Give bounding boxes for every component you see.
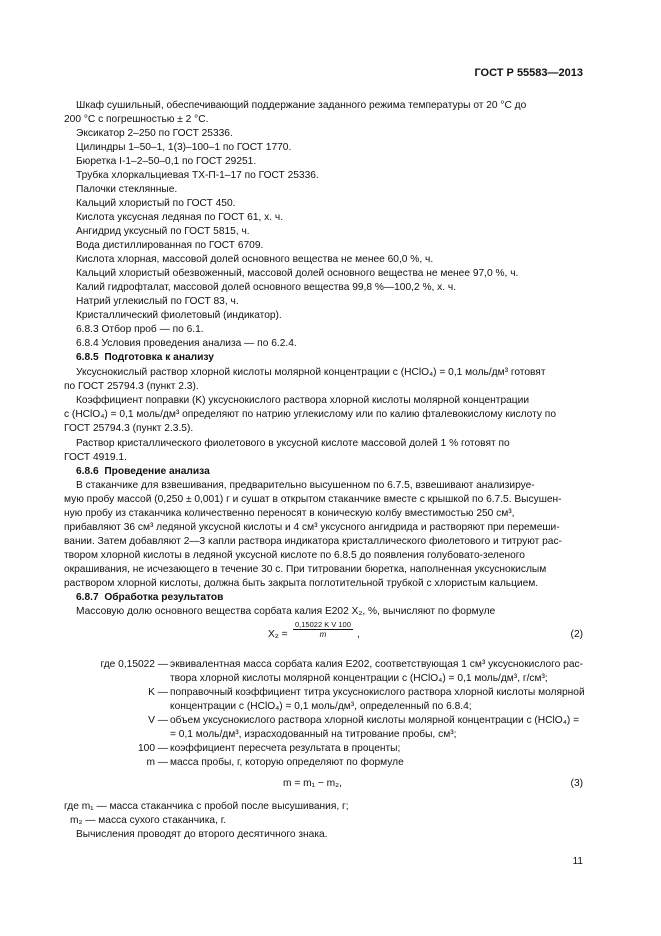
equipment-item: Кислота хлорная, массовой долей основного вещества не менее 60,0 %, ч. [76, 254, 434, 265]
equipment-item: Вода дистиллированная по ГОСТ 6709. [76, 240, 264, 251]
where-symbol: 100 — [137, 743, 168, 754]
clause-6-8-4: 6.8.4 Условия проведения анализа — по 6.2.4. [76, 338, 297, 349]
equation-3-number: (3) [570, 778, 583, 789]
equipment-item: Натрий углекислый по ГОСТ 83, ч. [76, 296, 239, 307]
section-heading-6-8-7 [76, 591, 223, 605]
paragraph-line: c (HClO₄) = 0,1 моль/дм³ определяют по натрию углекислому или по калию фталевокислому кислоту по [64, 409, 556, 420]
paragraph-line: ГОСТ 4919.1. [64, 452, 127, 463]
where-definition-line: объем уксуснокислого раствора хлорной кислоты молярной концентрации c (HClO₄) = [170, 715, 580, 726]
equation-3: m = m₁ − m₂, [283, 778, 342, 789]
where-symbol: K — [148, 687, 168, 698]
paragraph-line: Уксуснокислый раствор хлорной кислоты молярной концентрации c (HClO₄) = 0,1 моль/дм³ готовят [76, 367, 546, 378]
where-definition-line: коэффициент пересчета результата в проценты; [170, 743, 401, 754]
where-symbol: где 0,15022 — [100, 659, 168, 670]
equation-2-lhs: X₂ = [268, 629, 288, 640]
equation-2-denominator: m [319, 630, 327, 639]
equation-2-fraction [293, 620, 353, 640]
where-definition-line: масса пробы, г, которую определяют по формуле [170, 757, 404, 768]
equipment-item: Трубка хлоркальциевая ТХ-П-1–17 по ГОСТ 25336. [76, 170, 319, 181]
section-title: Подготовка к анализу [104, 352, 214, 363]
equipment-item: Калий гидрофталат, массовой долей основного вещества 99,8 %—100,2 %, х. ч. [76, 282, 457, 293]
where-definition-line: концентрации c (HClO₄) = 0,1 моль/дм³, определенный по 6.8.4; [170, 701, 472, 712]
section-number: 6.8.5 [76, 352, 99, 363]
clause-6-8-3: 6.8.3 Отбор проб — по 6.1. [76, 324, 204, 335]
where-definition-line: = 0,1 моль/дм³, израсходованный на титрование пробы, см³; [170, 729, 457, 740]
paragraph-line: мую пробу массой (0,250 ± 0,001) г и сушат в открытом стаканчике вместе с крышкой по 6.7.5. Высушен- [64, 494, 562, 505]
paragraph-line: В стаканчике для взвешивания, предварительно высушенном по 6.7.5, взвешивают анализируе- [76, 480, 535, 491]
equipment-item: Ангидрид уксусный по ГОСТ 5815, ч. [76, 226, 250, 237]
equipment-item: Кальций хлористый обезвоженный, массовой долей основного вещества не менее 97,0 %, ч. [76, 268, 519, 279]
section-number: 6.8.6 [76, 466, 99, 477]
equipment-item: Бюретка I-1–2–50–0,1 по ГОСТ 29251. [76, 156, 257, 167]
equation-2-tail: , [357, 629, 360, 640]
paragraph-line: прибавляют 36 см³ ледяной уксусной кислоты и 4 см³ уксусного ангидрида и растворяют при перемеши- [64, 522, 560, 533]
equipment-item: Палочки стеклянные. [76, 184, 178, 195]
equation-2-numerator: 0,15022 K V 100 [295, 620, 351, 629]
paragraph-line: раствором хлорной кислоты, должна быть закрыта поглотительной трубкой с хлористым кальцием. [64, 578, 539, 589]
where-definition-line: эквивалентная масса сорбата калия Е202, соответствующая 1 см³ уксуснокислого рас- [170, 659, 583, 670]
document-header: ГОСТ Р 55583—2013 [474, 67, 583, 79]
paragraph-line: твором хлорной кислоты в ледяной уксусной кислоте по 6.8.5 до появления голубовато-зеленого [64, 550, 525, 561]
paragraph-line: по ГОСТ 25794.3 (пункт 2.3). [64, 381, 199, 392]
section-number: 6.8.7 [76, 592, 99, 603]
final-note: Вычисления проводят до второго десятичного знака. [76, 829, 328, 840]
equipment-item: Кристаллический фиолетовый (индикатор). [76, 310, 282, 321]
section-title: Проведение анализа [104, 466, 210, 477]
section-title: Обработка результатов [104, 592, 224, 603]
paragraph-line: окрашивания, не исчезающего в течение 30 с. При титровании бюретка, наполненная уксуснокислым [64, 564, 547, 575]
paragraph-line: Раствор кристаллического фиолетового в уксусной кислоте массовой долей 1 % готовят по [76, 438, 510, 449]
equipment-item: Кислота уксусная ледяная по ГОСТ 61, х. ч. [76, 212, 284, 223]
where-symbol: V — [148, 715, 168, 726]
paragraph-line: ную пробу из стаканчика количественно переносят в коническую колбу вместимостью 250 см³, [64, 508, 515, 519]
paragraph-line: ГОСТ 25794.3 (пункт 2.3.5). [64, 423, 194, 434]
intro-line-2: 200 °C с погрешностью ± 2 °C. [64, 114, 209, 125]
where2-line-2: m₂ — масса сухого стаканчика, г. [70, 815, 227, 826]
page-number: 11 [572, 856, 583, 867]
paragraph-line: вании. Затем добавляют 2—3 капли раствора индикатора кристаллического фиолетового и титруют рас- [64, 536, 562, 547]
intro-line-1: Шкаф сушильный, обеспечивающий поддержание заданного режима температуры от 20 °C до [76, 100, 527, 111]
where-definition-line: поправочный коэффициент титра уксуснокислого раствора хлорной кислоты молярной [170, 687, 585, 698]
paragraph-line: Массовую долю основного вещества сорбата калия Е202 X₂, %, вычисляют по формуле [76, 606, 496, 617]
paragraph-line: Коэффициент поправки (K) уксуснокислого раствора хлорной кислоты молярной концентрации [76, 395, 530, 406]
equipment-item: Эксикатор 2–250 по ГОСТ 25336. [76, 128, 233, 139]
where-symbol: m — [146, 757, 168, 768]
equipment-item: Кальций хлористый по ГОСТ 450. [76, 198, 236, 209]
equipment-item: Цилиндры 1–50–1, 1(3)–100–1 по ГОСТ 1770. [76, 142, 292, 153]
where2-line-1: где m₁ — масса стаканчика с пробой после высушивания, г; [64, 801, 349, 812]
section-heading-6-8-6 [76, 465, 210, 479]
equation-2-number: (2) [570, 629, 583, 640]
where-definition-line: твора хлорной кислоты молярной концентрации c (HClO₄) = 0,1 моль/дм³, г/см³; [170, 673, 548, 684]
section-heading-6-8-5 [76, 351, 214, 365]
